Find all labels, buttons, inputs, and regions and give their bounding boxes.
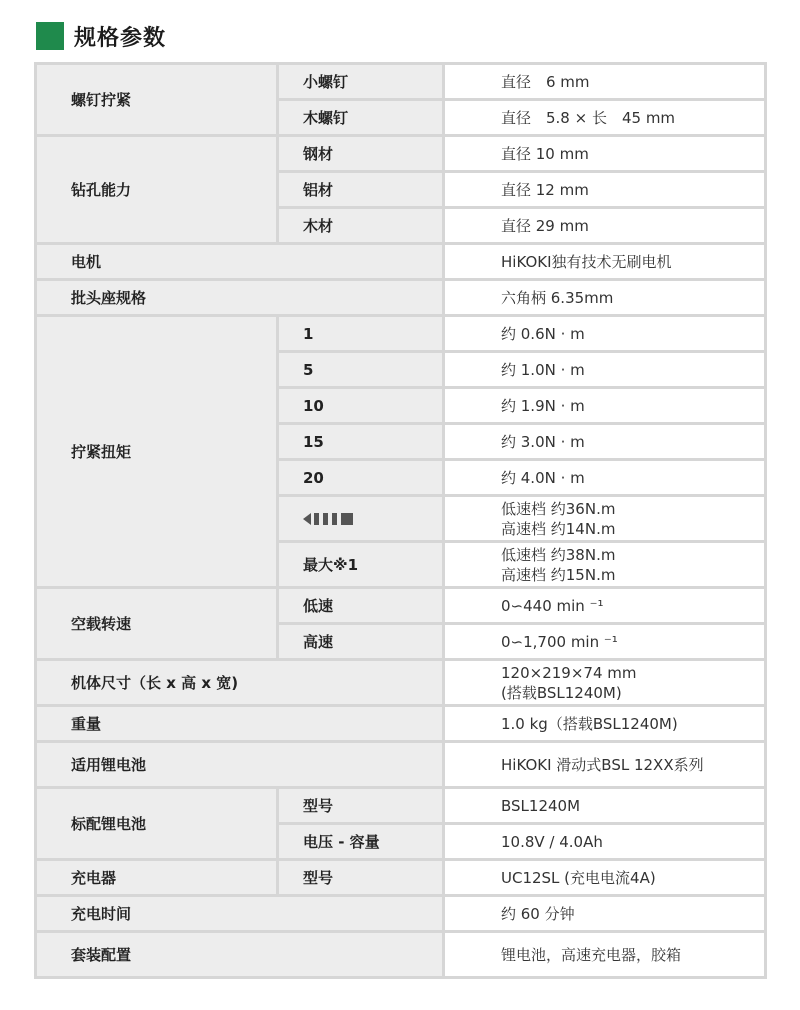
torque-value: 约 4.0N · m [444,460,766,496]
value-kit: 锂电池，高速充电器，胶箱 [444,932,766,978]
page-title: 规格参数 [74,25,167,51]
value-charge-time: 约 60 分钟 [444,896,766,932]
torque-setting: 20 [278,460,444,496]
row-label-charge-time: 充电时间 [36,896,444,932]
sub-label-wood-screw: 木螺钉 [278,100,444,136]
value-voltage: 10.8V / 4.0Ah [444,824,766,860]
table-row [36,706,766,742]
sub-label-high-speed: 高速 [278,624,444,660]
sub-label-steel: 钢材 [278,136,444,172]
high-speed-torque: 高速档 约15N.m [501,565,616,584]
value-dimensions [444,660,766,706]
torque-setting-max: 最大※1 [278,542,444,588]
row-label-torque: 拧紧扭矩 [36,316,278,588]
value-motor: HiKOKI独有技术无刷电机 [444,244,766,280]
value-bit-holder: 六角柄 6.35mm [444,280,766,316]
table-row [36,788,766,824]
spec-table [34,62,767,979]
table-row [36,742,766,788]
torque-setting: 15 [278,424,444,460]
table-row [36,280,766,316]
torque-setting: 5 [278,352,444,388]
row-label-drilling: 钻孔能力 [36,136,278,244]
sub-label-small-screw: 小螺钉 [278,64,444,100]
value-weight: 1.0 kg（搭载BSL1240M) [444,706,766,742]
low-speed-torque: 低速档 约36N.m [501,499,616,518]
row-label-screw-fastening: 螺钉拧紧 [36,64,278,136]
value-high-speed: 0∽1,700 min ⁻¹ [444,624,766,660]
table-row [36,860,766,896]
torque-setting: 10 [278,388,444,424]
table-row [36,588,766,624]
title-marker [36,22,64,50]
sub-label-battery-model: 型号 [278,788,444,824]
row-label-battery-compat: 适用锂电池 [36,742,444,788]
value-battery-model: BSL1240M [444,788,766,824]
dimensions-size: 120×219×74 mm [501,663,637,682]
row-label-motor: 电机 [36,244,444,280]
sub-label-charger-model: 型号 [278,860,444,896]
row-label-bit-holder: 批头座规格 [36,280,444,316]
table-row [36,896,766,932]
row-label-no-load-speed: 空载转速 [36,588,278,660]
dimensions-note: (搭载BSL1240M) [501,683,622,702]
row-label-std-battery: 标配锂电池 [36,788,278,860]
low-speed-torque: 低速档 约38N.m [501,545,616,564]
value-low-speed: 0∽440 min ⁻¹ [444,588,766,624]
drill-mode-icon [303,511,359,527]
row-label-dimensions: 机体尺寸（长 x 高 x 宽) [36,660,444,706]
sub-label-wood: 木材 [278,208,444,244]
torque-value: 约 1.0N · m [444,352,766,388]
row-label-kit: 套装配置 [36,932,444,978]
value-wood-screw: 直径 5.8 × 长 45 mm [444,100,766,136]
torque-value: 约 1.9N · m [444,388,766,424]
value-charger: UC12SL (充电电流4A) [444,860,766,896]
value-wood: 直径 29 mm [444,208,766,244]
row-label-charger: 充电器 [36,860,278,896]
section-header [36,20,166,52]
table-row [36,136,766,172]
value-steel: 直径 10 mm [444,136,766,172]
torque-setting-drill-mode [278,496,444,542]
torque-value-drill-mode [444,496,766,542]
torque-value-max [444,542,766,588]
sub-label-aluminum: 铝材 [278,172,444,208]
torque-value: 约 0.6N · m [444,316,766,352]
torque-value: 约 3.0N · m [444,424,766,460]
sub-label-low-speed: 低速 [278,588,444,624]
table-row [36,316,766,352]
table-row [36,244,766,280]
torque-setting: 1 [278,316,444,352]
table-row [36,660,766,706]
value-aluminum: 直径 12 mm [444,172,766,208]
table-row [36,64,766,100]
value-battery-compat: HiKOKI 滑动式BSL 12XX系列 [444,742,766,788]
row-label-weight: 重量 [36,706,444,742]
high-speed-torque: 高速档 约14N.m [501,519,616,538]
table-row [36,932,766,978]
sub-label-voltage: 电压 - 容量 [278,824,444,860]
value-small-screw: 直径 6 mm [444,64,766,100]
